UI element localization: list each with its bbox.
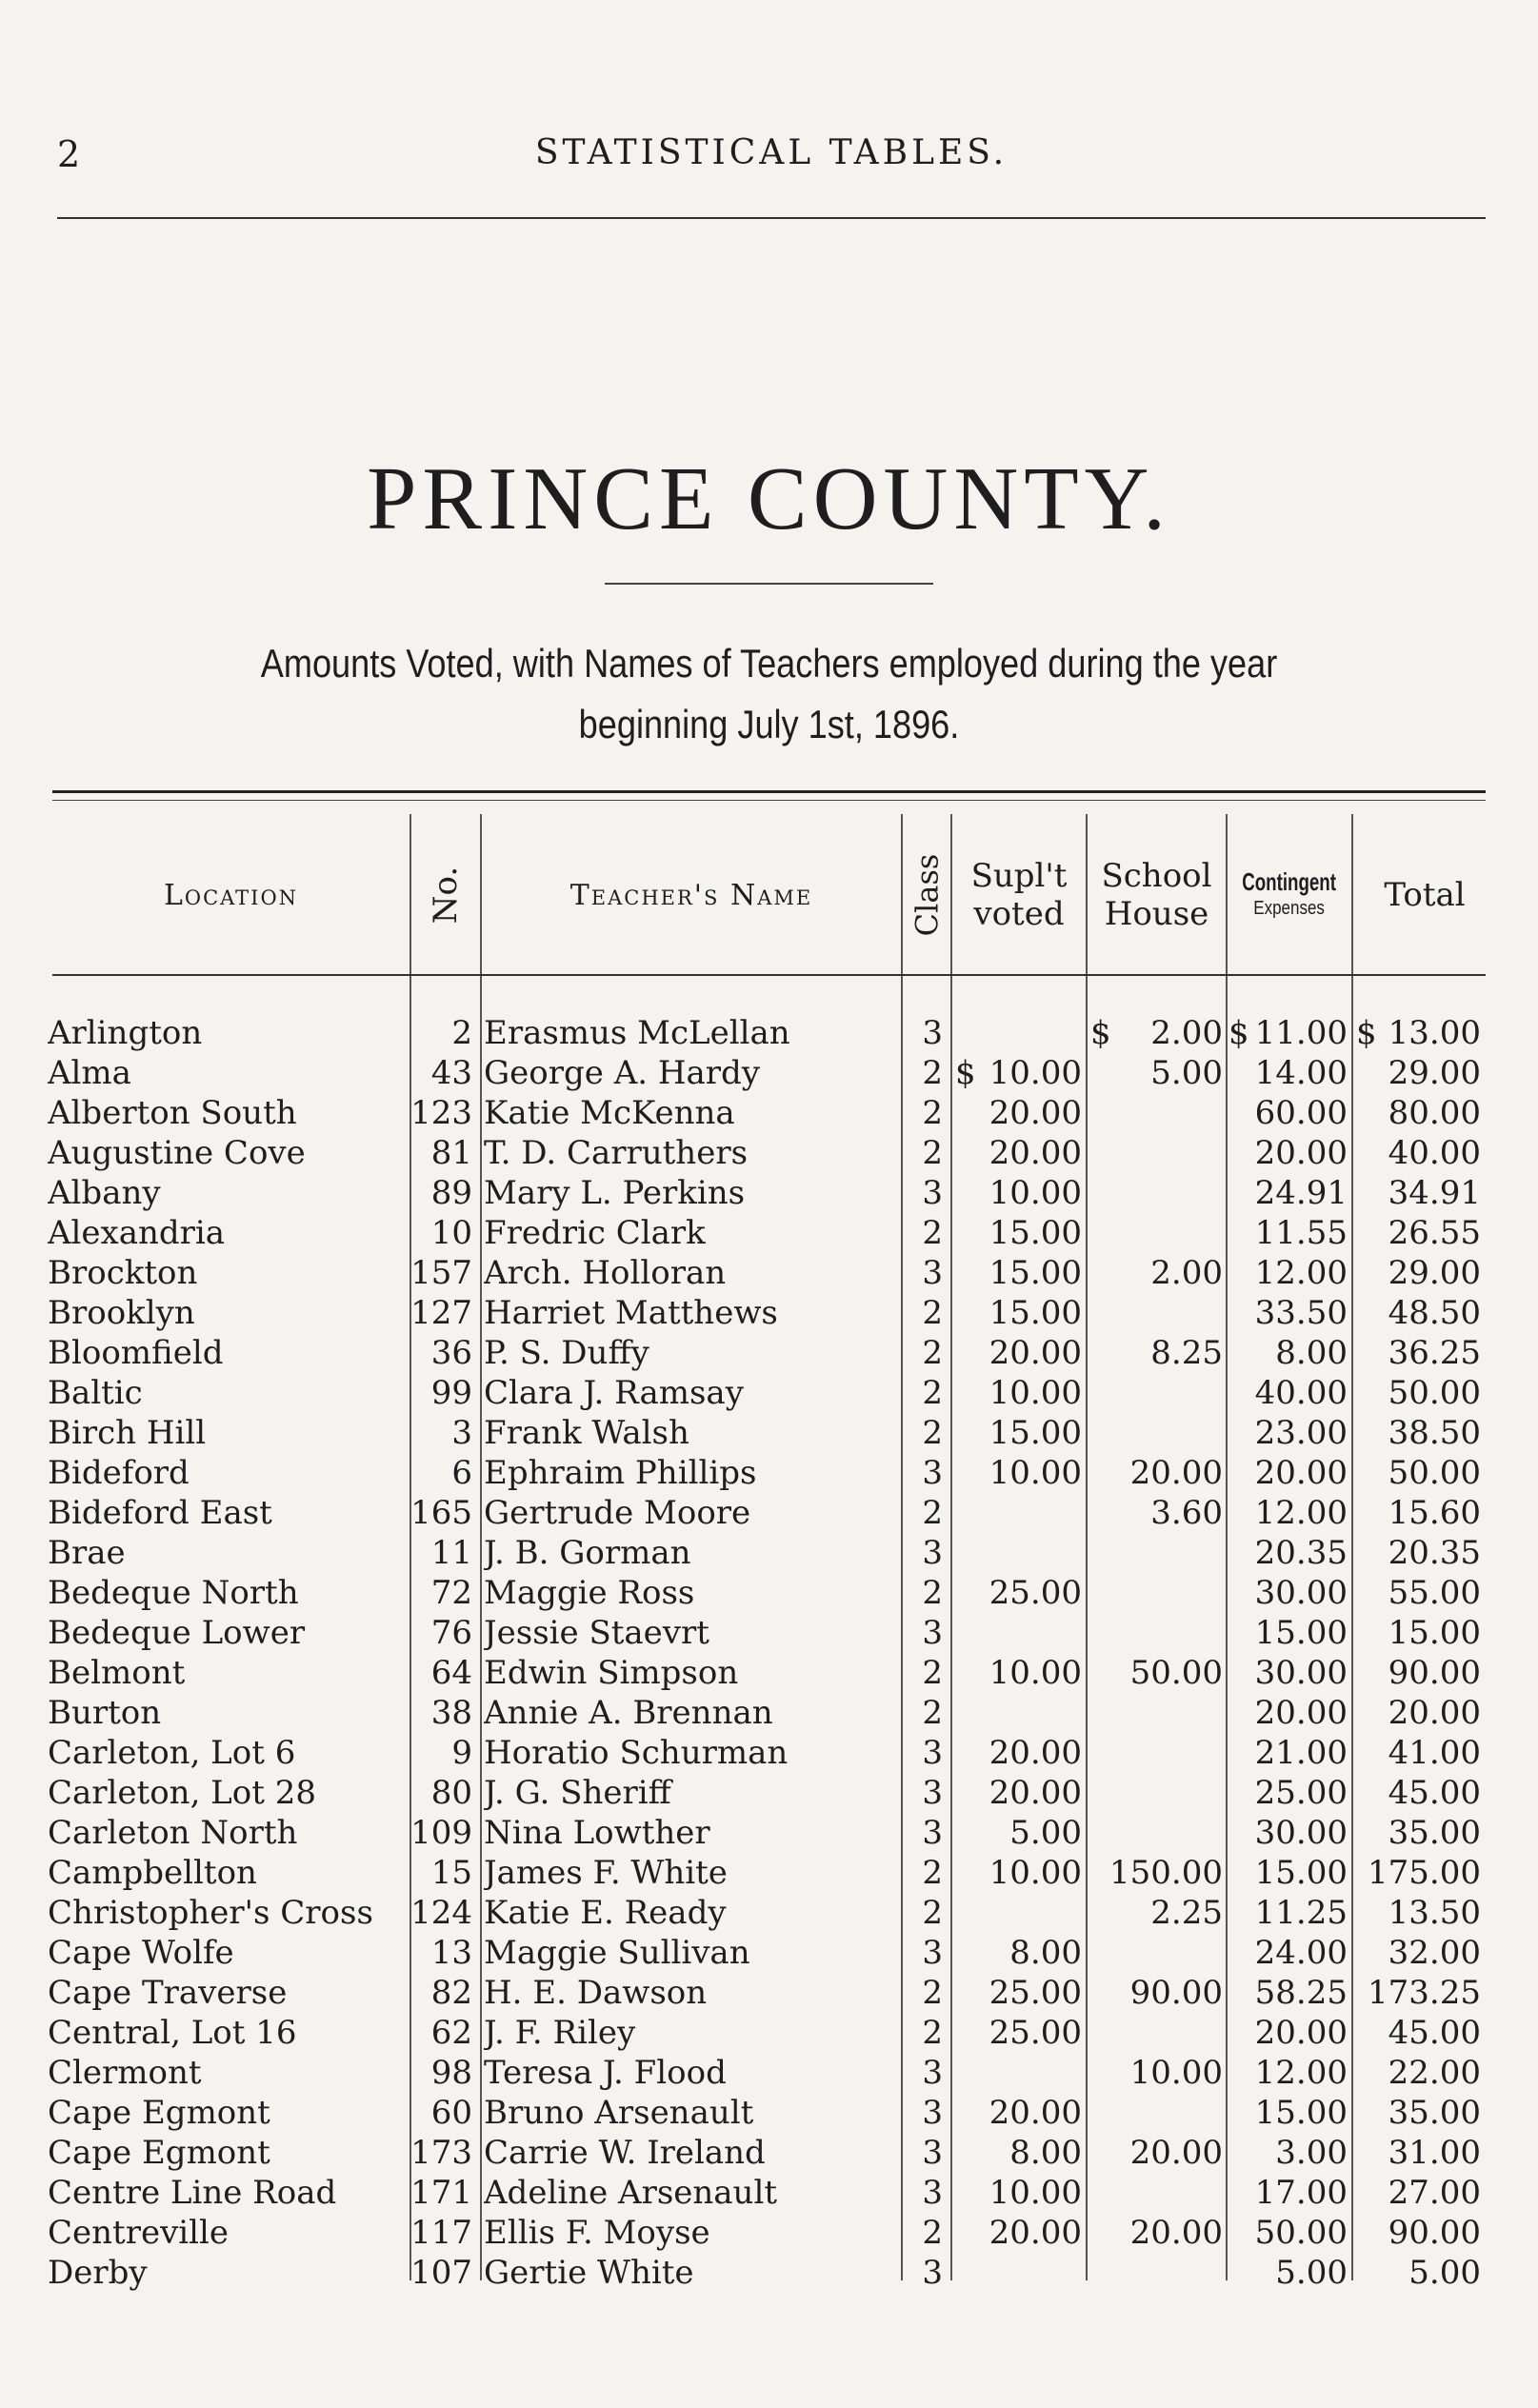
row-supl-voted: 10.00: [989, 1454, 1082, 1492]
row-contingent: 24.91: [1254, 1174, 1348, 1212]
table-row: [0, 1733, 1538, 1773]
row-location: Burton: [48, 1694, 162, 1732]
row-location: Brae: [48, 1534, 126, 1572]
row-teacher-name: Fredric Clark: [484, 1214, 706, 1252]
table-top-rule-thin: [52, 800, 1486, 801]
row-class: 3: [922, 1014, 943, 1052]
running-title: STATISTICAL TABLES.: [534, 133, 1009, 172]
row-number: 80: [430, 1774, 472, 1812]
subtitle-line-1: Amounts Voted, with Names of Teachers employed during the year: [260, 641, 1278, 686]
row-total: 35.00: [1388, 2094, 1481, 2132]
row-teacher-name: Mary L. Perkins: [484, 1174, 746, 1212]
row-teacher-name: Maggie Sullivan: [484, 1934, 750, 1972]
row-number: 99: [430, 1374, 472, 1412]
row-location: Alberton South: [48, 1094, 297, 1132]
row-location: Central, Lot 16: [48, 2014, 297, 2052]
row-class: 2: [922, 1694, 943, 1732]
row-supl-voted: 25.00: [989, 1574, 1082, 1612]
row-supl-voted: 8.00: [1009, 1934, 1082, 1972]
row-supl-voted: 15.00: [989, 1214, 1082, 1252]
row-class: 3: [922, 2134, 943, 2172]
row-total: 45.00: [1388, 2014, 1481, 2052]
dollar-sign: $: [1228, 1014, 1249, 1052]
row-number: 38: [430, 1694, 472, 1732]
table-row: [0, 2133, 1538, 2173]
row-location: Belmont: [48, 1654, 186, 1692]
column-header-contingent: [1228, 838, 1351, 952]
row-total: 26.55: [1388, 1214, 1481, 1252]
row-total: 36.25: [1388, 1334, 1481, 1372]
row-class: 2: [922, 1894, 943, 1932]
row-class: 2: [922, 1374, 943, 1412]
row-class: 2: [922, 1134, 943, 1172]
row-supl-voted: 10.00: [989, 1374, 1082, 1412]
dollar-sign: $: [1090, 1014, 1111, 1052]
row-number: 173: [410, 2134, 472, 2172]
row-teacher-name: Katie McKenna: [484, 1094, 735, 1132]
row-contingent: 21.00: [1254, 1734, 1348, 1772]
row-contingent: 8.00: [1275, 1334, 1348, 1372]
table-header-rule: [52, 974, 1486, 976]
row-contingent: 17.00: [1254, 2174, 1348, 2212]
row-total: 5.00: [1408, 2254, 1481, 2292]
row-contingent: 25.00: [1254, 1774, 1348, 1812]
row-location: Brockton: [48, 1254, 198, 1292]
row-class: 2: [922, 1054, 943, 1092]
table-row: [0, 2053, 1538, 2093]
row-location: Baltic: [48, 1374, 143, 1412]
row-total: 55.00: [1388, 1574, 1481, 1612]
table-row: [0, 1613, 1538, 1653]
row-class: 2: [922, 1574, 943, 1612]
row-number: 117: [410, 2214, 472, 2252]
table-row: [0, 1413, 1538, 1453]
title-rule: [605, 583, 933, 585]
table-row: [0, 1653, 1538, 1693]
row-teacher-name: Gertie White: [484, 2254, 694, 2292]
column-header-no-label: No.: [427, 866, 465, 925]
row-contingent: 30.00: [1254, 1814, 1348, 1852]
row-supl-voted: 10.00: [989, 1054, 1082, 1092]
row-location: Christopher's Cross: [48, 1894, 373, 1932]
row-number: 9: [451, 1734, 472, 1772]
row-supl-voted: 25.00: [989, 2014, 1082, 2052]
row-teacher-name: J. G. Sheriff: [484, 1774, 671, 1812]
row-teacher-name: Harriet Matthews: [484, 1294, 778, 1332]
page-number: 2: [57, 133, 81, 175]
column-header-supl-line2: voted: [973, 895, 1065, 933]
row-location: Birch Hill: [48, 1414, 207, 1452]
row-number: 2: [451, 1014, 472, 1052]
row-supl-voted: 15.00: [989, 1414, 1082, 1452]
row-contingent: 11.25: [1254, 1894, 1348, 1932]
row-contingent: 12.00: [1254, 1254, 1348, 1292]
row-contingent: 30.00: [1254, 1654, 1348, 1692]
row-contingent: 11.55: [1254, 1214, 1348, 1252]
table-row: [0, 1893, 1538, 1933]
row-total: 20.35: [1388, 1534, 1481, 1572]
row-class: 2: [922, 1414, 943, 1452]
row-number: 157: [410, 1254, 472, 1292]
row-contingent: 33.50: [1254, 1294, 1348, 1332]
row-class: 3: [922, 1454, 943, 1492]
row-class: 3: [922, 1814, 943, 1852]
table-row: [0, 1013, 1538, 1053]
row-supl-voted: 20.00: [989, 1334, 1082, 1372]
table-row: [0, 1293, 1538, 1333]
county-title: PRINCE COUNTY.: [367, 449, 1171, 548]
row-class: 2: [922, 2014, 943, 2052]
row-total: 50.00: [1388, 1374, 1481, 1412]
row-teacher-name: James F. White: [484, 1854, 728, 1892]
table-row: [0, 1373, 1538, 1413]
row-contingent: 23.00: [1254, 1414, 1348, 1452]
row-class: 2: [922, 1974, 943, 2012]
row-school-house: 2.25: [1150, 1894, 1223, 1932]
column-header-total: Total: [1384, 876, 1466, 914]
row-teacher-name: J. F. Riley: [484, 2014, 636, 2052]
row-teacher-name: Annie A. Brennan: [484, 1694, 773, 1732]
row-class: 3: [922, 1174, 943, 1212]
row-number: 3: [451, 1414, 472, 1452]
table-row: [0, 1453, 1538, 1493]
row-supl-voted: 10.00: [989, 1654, 1082, 1692]
row-total: 13.50: [1388, 1894, 1481, 1932]
row-contingent: 60.00: [1254, 1094, 1348, 1132]
dollar-sign: $: [955, 1054, 976, 1092]
row-number: 165: [410, 1494, 472, 1532]
table-row: [0, 1173, 1538, 1213]
row-number: 82: [430, 1974, 472, 2012]
row-teacher-name: Gertrude Moore: [484, 1494, 751, 1532]
row-number: 107: [410, 2254, 472, 2292]
table-row: [0, 1773, 1538, 1813]
row-number: 109: [410, 1814, 472, 1852]
row-supl-voted: 15.00: [989, 1294, 1082, 1332]
row-location: Carleton, Lot 6: [48, 1734, 296, 1772]
row-total: 15.60: [1388, 1494, 1481, 1532]
row-location: Carleton North: [48, 1814, 298, 1852]
row-school-house: 20.00: [1129, 1454, 1223, 1492]
table-row: [0, 1493, 1538, 1533]
row-contingent: 30.00: [1254, 1574, 1348, 1612]
row-total: 80.00: [1388, 1094, 1481, 1132]
column-header-teacher: Teacher's Name: [569, 878, 813, 912]
row-supl-voted: 25.00: [989, 1974, 1082, 2012]
row-number: 11: [430, 1534, 472, 1572]
row-contingent: 5.00: [1275, 2254, 1348, 2292]
row-class: 3: [922, 1534, 943, 1572]
row-total: 90.00: [1388, 1654, 1481, 1692]
row-total: 29.00: [1388, 1254, 1481, 1292]
column-header-school-house: [1088, 838, 1226, 952]
header-rule: [57, 217, 1486, 219]
row-school-house: 8.25: [1150, 1334, 1223, 1372]
row-number: 43: [430, 1054, 472, 1092]
row-supl-voted: 15.00: [989, 1254, 1082, 1292]
row-number: 13: [430, 1934, 472, 1972]
row-class: 2: [922, 1214, 943, 1252]
row-total: 22.00: [1388, 2054, 1481, 2092]
row-class: 3: [922, 1254, 943, 1292]
row-supl-voted: 10.00: [989, 1174, 1082, 1212]
row-supl-voted: 20.00: [989, 2214, 1082, 2252]
table-row: [0, 1533, 1538, 1573]
row-school-house: 20.00: [1129, 2214, 1223, 2252]
row-class: 3: [922, 1774, 943, 1812]
row-supl-voted: 20.00: [989, 1734, 1082, 1772]
column-header-supl: [952, 838, 1086, 952]
row-total: 48.50: [1388, 1294, 1481, 1332]
row-supl-voted: 20.00: [989, 2094, 1082, 2132]
row-total: 50.00: [1388, 1454, 1481, 1492]
row-class: 3: [922, 2054, 943, 2092]
row-class: 3: [922, 1934, 943, 1972]
row-class: 2: [922, 2214, 943, 2252]
row-location: Bedeque Lower: [48, 1614, 306, 1652]
row-teacher-name: Carrie W. Ireland: [484, 2134, 766, 2172]
row-number: 89: [430, 1174, 472, 1212]
row-total: 13.00: [1388, 1014, 1481, 1052]
row-number: 60: [430, 2094, 472, 2132]
row-class: 3: [922, 2094, 943, 2132]
row-total: 29.00: [1388, 1054, 1481, 1092]
row-number: 6: [451, 1454, 472, 1492]
row-total: 20.00: [1388, 1694, 1481, 1732]
table-row: [0, 1813, 1538, 1853]
row-number: 64: [430, 1654, 472, 1692]
table-row: [0, 1253, 1538, 1293]
row-school-house: 2.00: [1150, 1014, 1223, 1052]
row-supl-voted: 8.00: [1009, 2134, 1082, 2172]
row-contingent: 20.00: [1254, 1454, 1348, 1492]
table-row: [0, 1093, 1538, 1133]
row-contingent: 58.25: [1254, 1974, 1348, 2012]
row-teacher-name: Maggie Ross: [484, 1574, 695, 1612]
row-contingent: 24.00: [1254, 1934, 1348, 1972]
row-location: Alma: [48, 1054, 131, 1092]
row-total: 45.00: [1388, 1774, 1481, 1812]
row-location: Centre Line Road: [48, 2174, 337, 2212]
table-row: [0, 2253, 1538, 2293]
row-teacher-name: Edwin Simpson: [484, 1654, 739, 1692]
row-supl-voted: 5.00: [1009, 1814, 1082, 1852]
row-location: Augustine Cove: [48, 1134, 306, 1172]
row-class: 3: [922, 2254, 943, 2292]
row-contingent: 20.00: [1254, 1134, 1348, 1172]
row-location: Centreville: [48, 2214, 230, 2252]
row-total: 173.25: [1368, 1974, 1481, 2012]
row-contingent: 15.00: [1254, 1614, 1348, 1652]
row-number: 72: [430, 1574, 472, 1612]
row-school-house: 5.00: [1150, 1054, 1223, 1092]
row-contingent: 20.35: [1254, 1534, 1348, 1572]
row-teacher-name: Frank Walsh: [484, 1414, 689, 1452]
running-head: [57, 133, 1486, 181]
column-header-cont-line1: Contingent: [1242, 867, 1337, 896]
dollar-sign: $: [1356, 1014, 1377, 1052]
row-total: 40.00: [1388, 1134, 1481, 1172]
row-total: 34.91: [1388, 1174, 1481, 1212]
row-class: 2: [922, 1654, 943, 1692]
row-class: 2: [922, 1854, 943, 1892]
row-class: 2: [922, 1094, 943, 1132]
row-teacher-name: Horatio Schurman: [484, 1734, 789, 1772]
table-row: [0, 1213, 1538, 1253]
row-total: 90.00: [1388, 2214, 1481, 2252]
row-location: Clermont: [48, 2054, 202, 2092]
row-supl-voted: 10.00: [989, 2174, 1082, 2212]
row-teacher-name: T. D. Carruthers: [484, 1134, 749, 1172]
table-top-rule: [52, 790, 1486, 793]
row-teacher-name: Ephraim Phillips: [484, 1454, 757, 1492]
column-header-house-line2: House: [1104, 895, 1209, 933]
row-number: 123: [410, 1094, 472, 1132]
row-teacher-name: Erasmus McLellan: [484, 1014, 790, 1052]
row-location: Brooklyn: [48, 1294, 195, 1332]
row-class: 3: [922, 1614, 943, 1652]
row-contingent: 15.00: [1254, 2094, 1348, 2132]
column-header-house-line1: School: [1101, 857, 1212, 895]
row-class: 3: [922, 2174, 943, 2212]
row-teacher-name: P. S. Duffy: [484, 1334, 649, 1372]
table-body: [0, 1013, 1538, 2293]
table-row: [0, 2093, 1538, 2133]
row-contingent: 20.00: [1254, 2014, 1348, 2052]
row-total: 175.00: [1368, 1854, 1481, 1892]
row-number: 127: [410, 1294, 472, 1332]
column-header-supl-line1: Supl't: [970, 857, 1068, 895]
row-contingent: 3.00: [1275, 2134, 1348, 2172]
row-total: 38.50: [1388, 1414, 1481, 1452]
row-location: Cape Egmont: [48, 2094, 270, 2132]
row-number: 98: [430, 2054, 472, 2092]
row-contingent: 40.00: [1254, 1374, 1348, 1412]
table-row: [0, 1973, 1538, 2013]
row-contingent: 15.00: [1254, 1854, 1348, 1892]
row-teacher-name: Katie E. Ready: [484, 1894, 727, 1932]
column-header-no: [411, 838, 480, 952]
row-supl-voted: 20.00: [989, 1774, 1082, 1812]
row-location: Campbellton: [48, 1854, 257, 1892]
row-location: Albany: [48, 1174, 161, 1212]
row-supl-voted: 10.00: [989, 1854, 1082, 1892]
row-location: Derby: [48, 2254, 148, 2292]
row-school-house: 50.00: [1129, 1654, 1223, 1692]
row-school-house: 10.00: [1129, 2054, 1223, 2092]
row-contingent: 11.00: [1254, 1014, 1348, 1052]
row-teacher-name: Bruno Arsenault: [484, 2094, 754, 2132]
table-row: [0, 2173, 1538, 2213]
row-teacher-name: Clara J. Ramsay: [484, 1374, 744, 1412]
row-supl-voted: 20.00: [989, 1094, 1082, 1132]
table-row: [0, 1693, 1538, 1733]
row-school-house: 150.00: [1109, 1854, 1223, 1892]
row-total: 15.00: [1388, 1614, 1481, 1652]
row-number: 171: [410, 2174, 472, 2212]
row-location: Alexandria: [48, 1214, 226, 1252]
column-header-location: Location: [163, 878, 299, 912]
row-total: 35.00: [1388, 1814, 1481, 1852]
table-row: [0, 1053, 1538, 1093]
row-class: 2: [922, 1494, 943, 1532]
table-row: [0, 1573, 1538, 1613]
row-class: 2: [922, 1334, 943, 1372]
row-teacher-name: J. B. Gorman: [484, 1534, 691, 1572]
row-teacher-name: Nina Lowther: [484, 1814, 710, 1852]
row-location: Cape Egmont: [48, 2134, 270, 2172]
row-teacher-name: George A. Hardy: [484, 1054, 761, 1092]
column-header-class: [903, 838, 950, 952]
table-row: [0, 2213, 1538, 2253]
subtitle-line-2: beginning July 1st, 1896.: [578, 702, 960, 746]
row-number: 81: [430, 1134, 472, 1172]
row-location: Carleton, Lot 28: [48, 1774, 316, 1812]
row-number: 124: [410, 1894, 472, 1932]
row-location: Bideford: [48, 1454, 190, 1492]
row-teacher-name: Jessie Staevrt: [484, 1614, 709, 1652]
row-supl-voted: 20.00: [989, 1134, 1082, 1172]
row-school-house: 2.00: [1150, 1254, 1223, 1292]
row-class: 3: [922, 1734, 943, 1772]
table-row: [0, 2013, 1538, 2053]
row-location: Bideford East: [48, 1494, 272, 1532]
row-location: Arlington: [48, 1014, 203, 1052]
row-number: 10: [430, 1214, 472, 1252]
column-header-cont-line2: Expenses: [1253, 898, 1326, 919]
row-school-house: 90.00: [1129, 1974, 1223, 2012]
row-contingent: 12.00: [1254, 2054, 1348, 2092]
row-location: Cape Traverse: [48, 1974, 288, 2012]
subtitle: [206, 633, 1332, 755]
row-contingent: 12.00: [1254, 1494, 1348, 1532]
row-number: 36: [430, 1334, 472, 1372]
row-teacher-name: Arch. Holloran: [484, 1254, 727, 1292]
row-teacher-name: Teresa J. Flood: [484, 2054, 727, 2092]
table-row: [0, 1933, 1538, 1973]
row-number: 62: [430, 2014, 472, 2052]
row-location: Cape Wolfe: [48, 1934, 234, 1972]
row-location: Bloomfield: [48, 1334, 224, 1372]
row-total: 32.00: [1388, 1934, 1481, 1972]
column-header-class-label: Class: [909, 853, 946, 937]
row-number: 15: [430, 1854, 472, 1892]
row-class: 2: [922, 1294, 943, 1332]
row-contingent: 14.00: [1254, 1054, 1348, 1092]
row-contingent: 20.00: [1254, 1694, 1348, 1732]
table-row: [0, 1333, 1538, 1373]
row-school-house: 3.60: [1150, 1494, 1223, 1532]
row-total: 41.00: [1388, 1734, 1481, 1772]
row-teacher-name: Ellis F. Moyse: [484, 2214, 710, 2252]
table-row: [0, 1133, 1538, 1173]
row-location: Bedeque North: [48, 1574, 299, 1612]
row-contingent: 50.00: [1254, 2214, 1348, 2252]
table-row: [0, 1853, 1538, 1893]
row-school-house: 20.00: [1129, 2134, 1223, 2172]
row-total: 27.00: [1388, 2174, 1481, 2212]
row-number: 76: [430, 1614, 472, 1652]
row-teacher-name: Adeline Arsenault: [484, 2174, 777, 2212]
row-total: 31.00: [1388, 2134, 1481, 2172]
row-teacher-name: H. E. Dawson: [484, 1974, 708, 2012]
